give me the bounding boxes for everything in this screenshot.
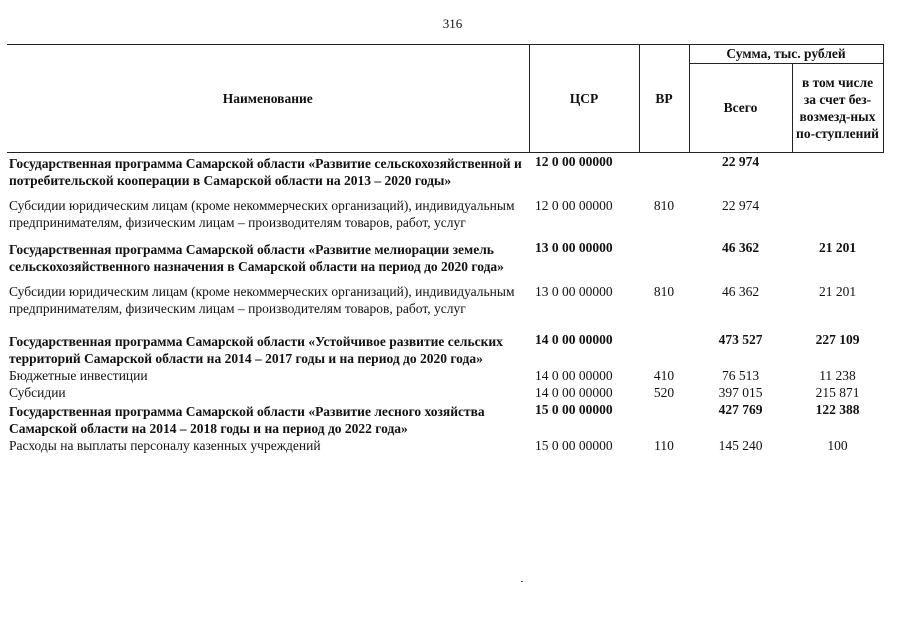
row-vr — [639, 331, 689, 367]
row-spacer — [7, 317, 883, 331]
row-vr — [639, 239, 689, 275]
row-free: 122 388 — [815, 402, 860, 417]
row-name: Субсидии — [9, 385, 66, 400]
table-row — [7, 384, 883, 401]
row-free: 21 201 — [818, 240, 857, 255]
row-spacer — [7, 275, 883, 283]
row-name: Государственная программа Самарской области «Развитие мелиорации земель сельскохозяйственного назначения в Самарской области на период до 2020 года» — [9, 242, 504, 274]
row-name: Расходы на выплаты персоналу казенных учреждений — [9, 438, 321, 453]
column-header-csr: ЦСР — [529, 45, 639, 153]
row-csr: 13 0 00 00000 — [535, 240, 613, 255]
row-total: 22 974 — [721, 198, 760, 213]
row-free: 21 201 — [818, 284, 857, 299]
row-csr: 14 0 00 00000 — [535, 385, 613, 400]
row-name: Государственная программа Самарской области «Устойчивое развитие сельских территорий Самарской области на 2014 – 2017 годы и на период до 2020 года» — [9, 334, 503, 366]
row-total: 46 362 — [721, 284, 760, 299]
row-csr: 12 0 00 00000 — [535, 154, 613, 169]
row-vr: 810 — [653, 198, 675, 213]
page-number: 316 — [442, 16, 463, 31]
row-vr — [639, 153, 689, 190]
row-csr: 13 0 00 00000 — [535, 284, 613, 299]
row-free: 227 109 — [815, 332, 860, 347]
row-free: 100 — [827, 438, 848, 453]
row-total: 46 362 — [721, 240, 760, 255]
table-row — [7, 401, 883, 437]
row-vr: 520 — [653, 385, 675, 400]
table-row — [7, 283, 883, 317]
row-name: Субсидии юридическим лицам (кроме некоммерческих организаций), индивидуальным предпринимателям, физическим лицам – производителям товаров, работ, услуг — [9, 284, 515, 316]
row-free — [792, 153, 883, 190]
column-header-free: в том числе за счет без-возмезд-ных по-ступлений — [792, 64, 883, 153]
table-row — [7, 437, 883, 454]
row-free — [792, 197, 883, 231]
row-name: Субсидии юридическим лицам (кроме некоммерческих организаций), индивидуальным предпринимателям, физическим лицам – производителям товаров, работ, услуг — [9, 198, 515, 230]
scan-speck — [521, 581, 523, 582]
row-vr: 110 — [654, 438, 674, 453]
table-header — [7, 45, 883, 153]
table-body — [7, 153, 883, 455]
row-total: 427 769 — [718, 402, 763, 417]
table-row — [7, 197, 883, 231]
table-row — [7, 331, 883, 367]
row-csr: 15 0 00 00000 — [535, 402, 613, 417]
row-csr: 12 0 00 00000 — [535, 198, 613, 213]
row-total: 145 240 — [718, 438, 763, 453]
row-total: 22 974 — [721, 154, 760, 169]
column-header-sum: Сумма, тыс. рублей — [689, 45, 883, 64]
row-name: Государственная программа Самарской области «Развитие сельскохозяйственной и потребительской кооперации в Самарской области на 2013 – 2020 годы» — [9, 156, 522, 188]
table-row — [7, 153, 883, 190]
row-free: 11 238 — [819, 368, 856, 383]
row-name: Бюджетные инвестиции — [9, 368, 148, 383]
column-header-vr: ВР — [639, 45, 689, 153]
row-total: 76 513 — [721, 368, 760, 383]
column-header-name: Наименование — [7, 45, 529, 153]
row-total: 397 015 — [718, 385, 763, 400]
row-vr: 410 — [653, 368, 675, 383]
budget-table — [7, 44, 884, 454]
row-spacer — [7, 189, 883, 197]
row-vr: 810 — [653, 284, 675, 299]
row-spacer — [7, 231, 883, 239]
row-total: 473 527 — [718, 332, 763, 347]
row-csr: 15 0 00 00000 — [535, 438, 613, 453]
column-header-total: Всего — [689, 64, 792, 153]
row-csr: 14 0 00 00000 — [535, 368, 613, 383]
row-free: 215 871 — [815, 385, 860, 400]
table-row — [7, 239, 883, 275]
table-row — [7, 367, 883, 384]
row-csr: 14 0 00 00000 — [535, 332, 613, 347]
row-name: Государственная программа Самарской области «Развитие лесного хозяйства Самарской области на 2014 – 2018 годы и на период до 2022 года» — [9, 404, 485, 436]
row-vr — [639, 401, 689, 437]
